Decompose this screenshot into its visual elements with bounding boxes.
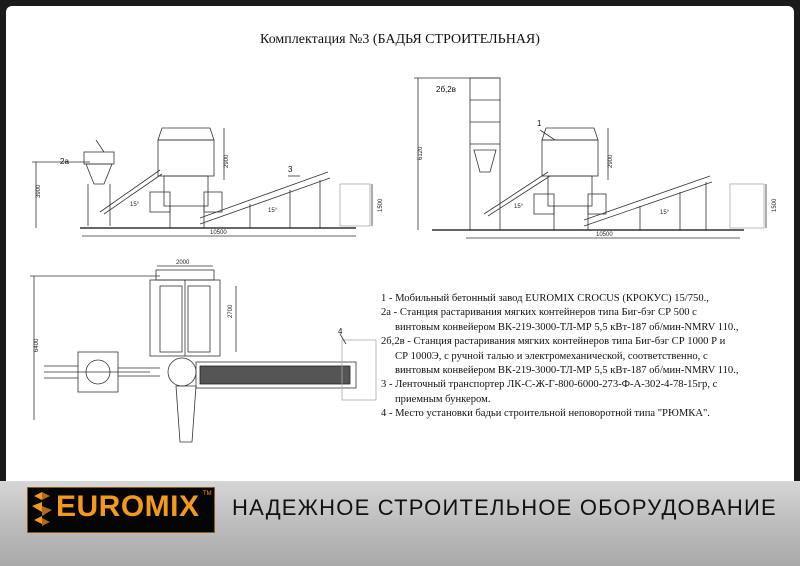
right-angle-1: 15° <box>514 204 524 210</box>
right-angle-2: 15° <box>660 210 670 216</box>
right-hopper-dim: 2900 <box>608 154 614 168</box>
callout-4: 4 <box>338 327 343 336</box>
callout-3: 3 <box>288 165 293 174</box>
left-elevation-view <box>32 128 372 236</box>
legend-item-3-cont: приемным бункером. <box>395 393 491 405</box>
callout-1: 1 <box>537 119 542 128</box>
plan-top-dim: 2000 <box>176 260 190 266</box>
left-length-dim: 10500 <box>210 230 227 236</box>
legend-item-4: 4 - Место установки бадьи строительной неповоротной типа "РЮМКА". <box>381 408 710 420</box>
left-height-dim: 3900 <box>36 184 42 198</box>
right-height-dim: 6120 <box>418 146 424 160</box>
plan-total-dim: 6400 <box>34 338 40 352</box>
legend-item-2a: 2а - Станция растаривания мягких контейнеров типа Биг-бэг СР 500 с <box>381 307 697 319</box>
page-title: Комплектация №3 (БАДЬЯ СТРОИТЕЛЬНАЯ) <box>260 32 540 47</box>
legend-item-2b2v: 2б,2в - Станция растаривания мягких контейнеров типа Биг-бэг СР 1000 Р и <box>381 336 726 348</box>
plan-side-dim: 2700 <box>228 304 234 318</box>
legend <box>381 292 791 422</box>
right-length-dim: 10500 <box>596 232 613 238</box>
left-angle-1: 15° <box>130 202 140 208</box>
logo-emblem-icon <box>30 490 54 528</box>
slogan: НАДЕЖНОЕ СТРОИТЕЛЬНОЕ ОБОРУДОВАНИЕ <box>232 495 777 520</box>
right-elevation-view <box>414 78 766 238</box>
left-conveyor-dim: 1500 <box>378 198 384 212</box>
callout-2a: 2а <box>60 157 69 166</box>
callout-2b2v: 2б,2в <box>436 85 456 94</box>
left-hopper-dim: 2900 <box>224 154 230 168</box>
legend-item-2b2v-cont: СР 1000Э, с ручной талью и электромеханической, соответственно, с <box>395 350 708 362</box>
right-conveyor-dim: 1500 <box>772 198 778 212</box>
legend-item-2a-cont: винтовым конвейером ВК-219-3000-ТЛ-МР 5,5 кВт-187 об/мин-NMRV 110., <box>395 321 739 333</box>
trademark-mark: TM <box>203 491 212 497</box>
plan-view <box>30 266 376 442</box>
legend-item-3: 3 - Ленточный транспортер ЛК-С-Ж-Г-800-6000-273-Ф-А-302-4-78-15гр, с <box>381 379 718 391</box>
legend-item-2b2v-cont2: винтовым конвейером ВК-219-3000-ТЛ-МР 5,5 кВт-187 об/мин-NMRV 110., <box>395 365 739 377</box>
left-angle-2: 15° <box>268 208 278 214</box>
logo-wordmark: EUROMIX <box>56 490 200 523</box>
legend-item-1: 1 - Мобильный бетонный завод EUROMIX CROCUS (КРОКУС) 15/750., <box>381 293 709 304</box>
